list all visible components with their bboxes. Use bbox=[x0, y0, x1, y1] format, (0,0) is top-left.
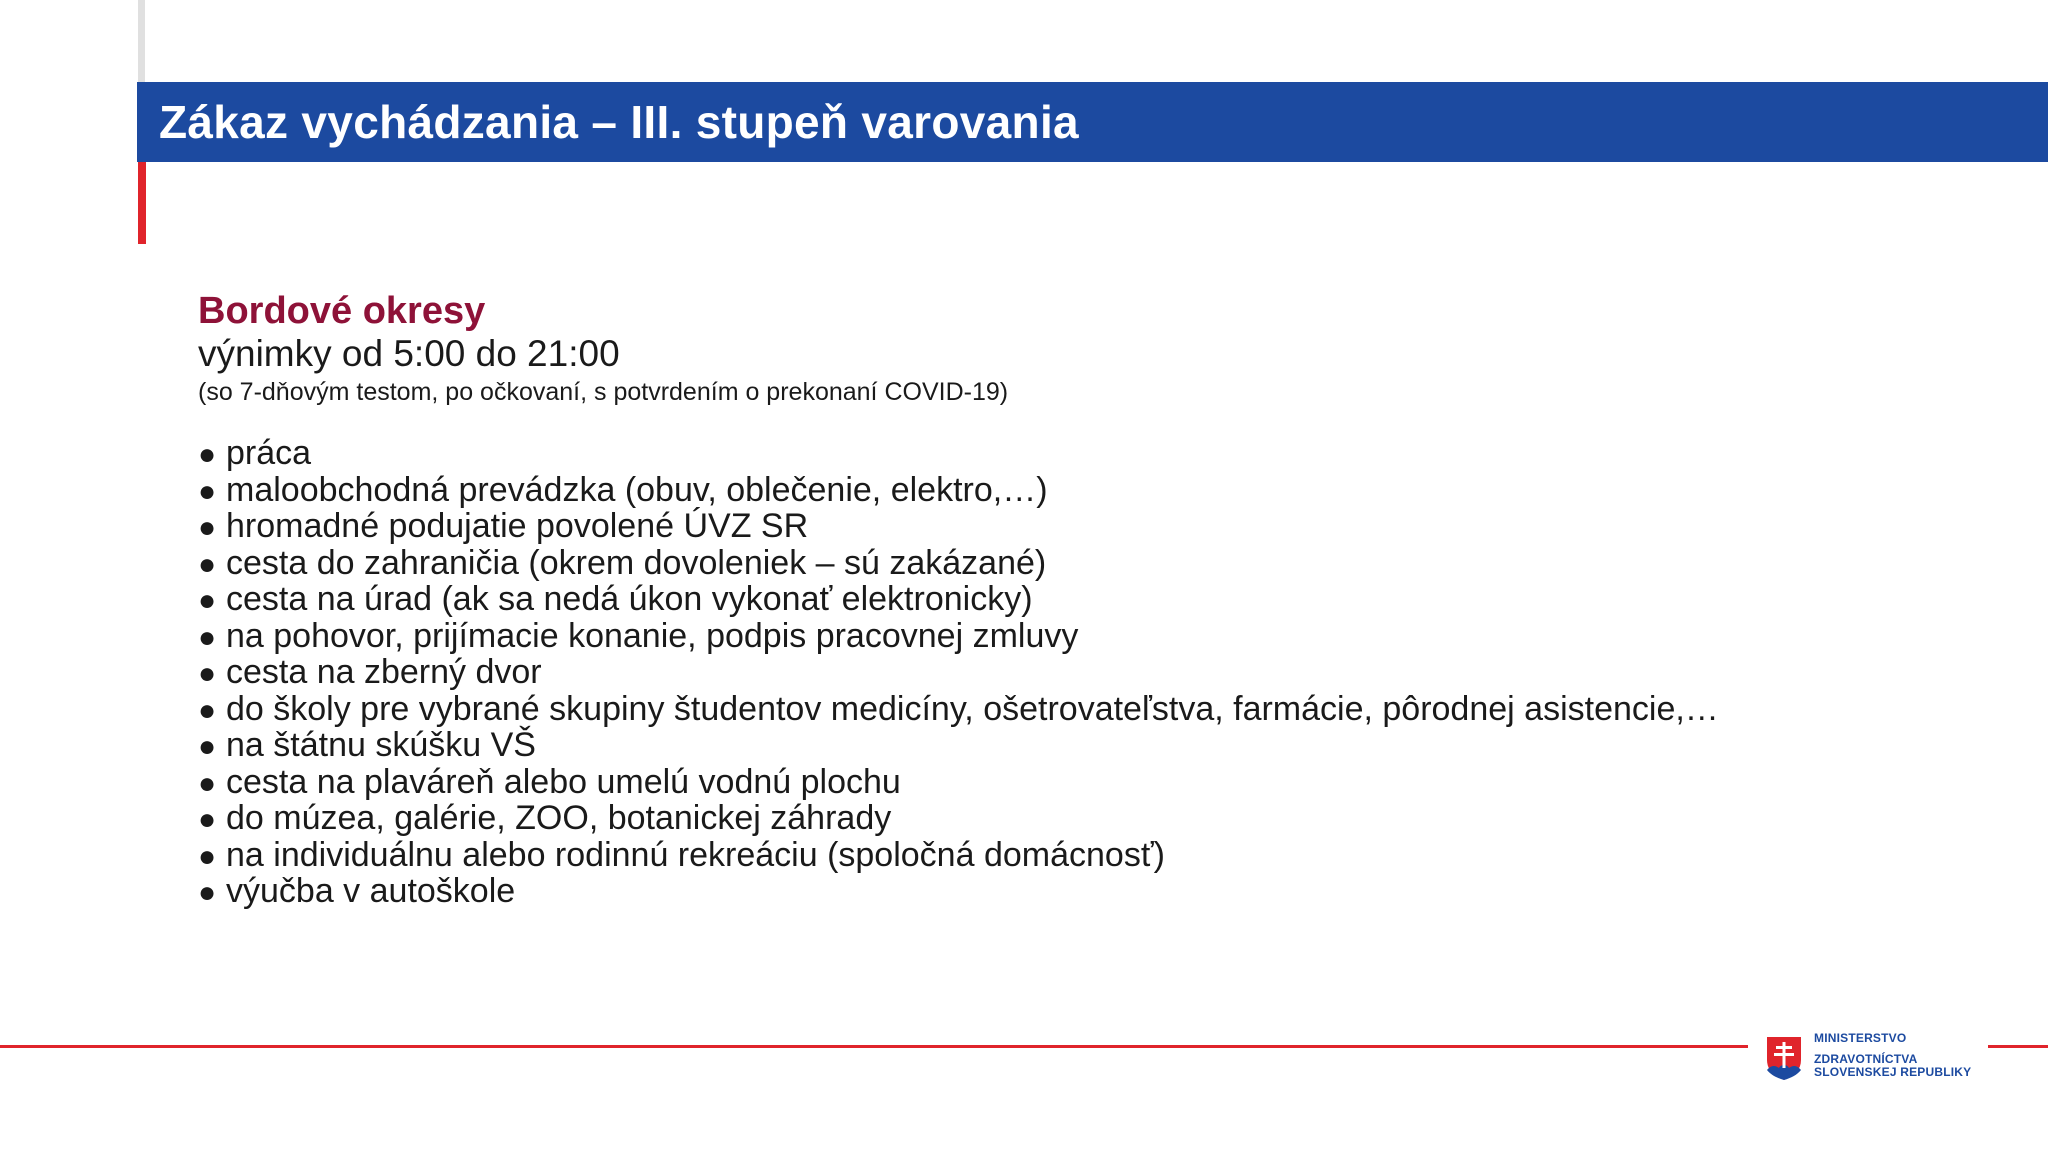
bullet-icon: ● bbox=[198, 584, 217, 617]
list-item bbox=[198, 436, 1898, 473]
ministry-line: SLOVENSKEJ REPUBLIKY bbox=[1814, 1065, 1972, 1079]
list-item bbox=[198, 835, 1898, 875]
list-item bbox=[198, 874, 1898, 911]
list-item-text: na pohovor, prijímacie konanie, podpis pracovnej zmluvy bbox=[226, 616, 1079, 655]
section-note: (so 7-dňovým testom, po očkovaní, s potvrdením o prekonaní COVID-19) bbox=[198, 378, 1009, 406]
list-item bbox=[198, 543, 1898, 583]
slide-content bbox=[198, 288, 1898, 911]
ministry-line: MINISTERSTVO bbox=[1814, 1031, 1907, 1045]
list-item bbox=[198, 509, 1898, 546]
bullet-icon: ● bbox=[198, 438, 217, 471]
exceptions-list bbox=[198, 436, 1898, 911]
list-item-text: maloobchodná prevádzka (obuv, oblečenie, elektro,…) bbox=[226, 470, 1048, 509]
list-item bbox=[198, 582, 1898, 619]
ministry-name bbox=[1814, 1032, 1971, 1079]
list-item-text: práca bbox=[226, 434, 312, 472]
slide-title: Zákaz vychádzania – III. stupeň varovania bbox=[159, 96, 1079, 148]
bullet-icon: ● bbox=[198, 620, 217, 654]
list-item-text: cesta na plaváreň alebo umelú vodnú plochu bbox=[226, 762, 901, 801]
bullet-icon: ● bbox=[198, 803, 217, 836]
list-item-text: cesta do zahraničia (okrem dovoleniek – sú zakázané) bbox=[226, 543, 1047, 582]
bullet-icon: ● bbox=[198, 657, 217, 690]
list-item bbox=[198, 728, 1898, 765]
slovak-coat-of-arms-icon bbox=[1764, 1034, 1804, 1082]
bullet-icon: ● bbox=[198, 876, 217, 909]
list-item-text: cesta na úrad (ak sa nedá úkon vykonať elektronicky) bbox=[226, 580, 1033, 618]
title-bar bbox=[137, 82, 2048, 162]
list-item-text: výučba v autoškole bbox=[226, 872, 516, 910]
list-item bbox=[198, 801, 1898, 838]
ministry-logo bbox=[1748, 1022, 1988, 1082]
gray-accent-stripe bbox=[138, 0, 145, 82]
section-heading: Bordové okresy bbox=[198, 290, 486, 332]
bullet-icon: ● bbox=[198, 766, 217, 800]
list-item-text: hromadné podujatie povolené ÚVZ SR bbox=[226, 507, 809, 545]
footer-divider bbox=[0, 1045, 2048, 1048]
list-item-text: na individuálnu alebo rodinnú rekreáciu (spoločná domácnosť) bbox=[226, 835, 1165, 874]
bullet-icon: ● bbox=[198, 547, 217, 581]
ministry-line: ZDRAVOTNÍCTVA bbox=[1814, 1052, 1918, 1066]
list-item bbox=[198, 655, 1898, 692]
bullet-icon: ● bbox=[198, 730, 217, 763]
list-item-text: cesta na zberný dvor bbox=[226, 653, 542, 691]
list-item bbox=[198, 762, 1898, 802]
list-item bbox=[198, 616, 1898, 656]
list-item-text: do múzea, galérie, ZOO, botanickej záhrady bbox=[226, 799, 892, 837]
bullet-icon: ● bbox=[198, 839, 217, 873]
bullet-icon: ● bbox=[198, 474, 217, 508]
red-accent-stripe bbox=[138, 162, 146, 244]
list-item-text: na štátnu skúšku VŠ bbox=[226, 726, 536, 764]
list-item bbox=[198, 689, 1898, 729]
list-item-text: do školy pre vybrané skupiny študentov medicíny, ošetrovateľstva, farmácie, pôrodnej asistencie,… bbox=[226, 689, 1719, 728]
bullet-icon: ● bbox=[198, 693, 217, 727]
section-subheading: výnimky od 5:00 do 21:00 bbox=[198, 333, 620, 374]
list-item bbox=[198, 470, 1898, 510]
bullet-icon: ● bbox=[198, 511, 217, 544]
